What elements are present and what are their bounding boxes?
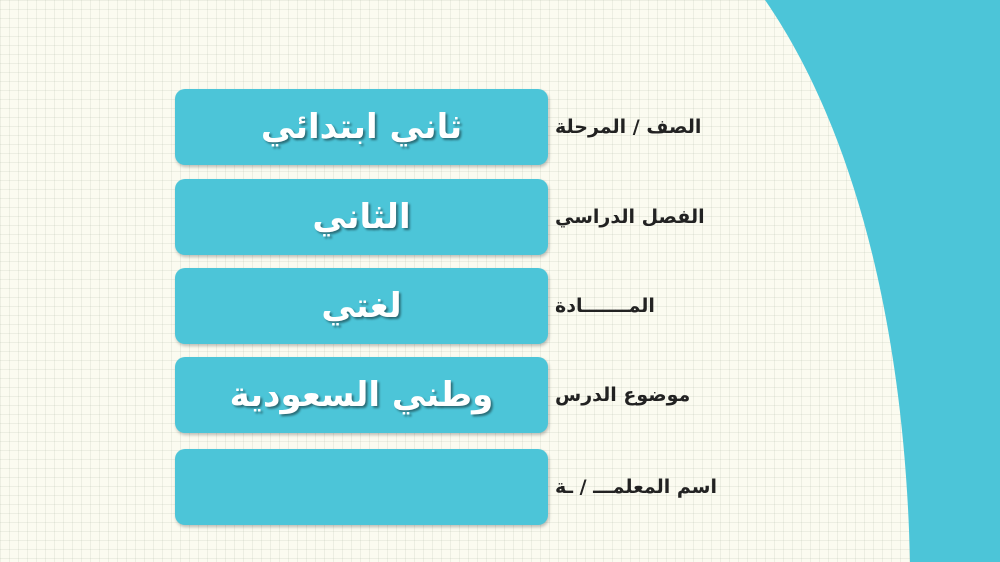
grade-value: ثاني ابتدائي	[260, 107, 463, 147]
teacher-name-label: اسم المعلمـــ / ـة	[555, 476, 717, 498]
lesson-topic-label: موضوع الدرس	[555, 384, 691, 406]
lesson-topic-value-box	[175, 357, 548, 433]
lesson-topic-value: وطني السعودية	[229, 375, 494, 415]
info-row-lesson-topic	[175, 357, 735, 433]
subject-value-box	[175, 268, 548, 344]
grade-value-box	[175, 89, 548, 165]
subject-value: لغتي	[321, 286, 402, 326]
semester-value: الثاني	[312, 197, 411, 237]
semester-value-box	[175, 179, 548, 255]
info-row-subject	[175, 268, 735, 344]
semester-label: الفصل الدراسي	[555, 206, 705, 228]
grade-label: الصف / المرحلة	[555, 116, 702, 138]
info-row-grade	[175, 89, 735, 165]
teacher-name-value-box	[175, 449, 548, 525]
info-row-teacher-name	[175, 449, 735, 525]
subject-label: المـــــــادة	[555, 295, 655, 317]
info-row-semester	[175, 179, 735, 255]
